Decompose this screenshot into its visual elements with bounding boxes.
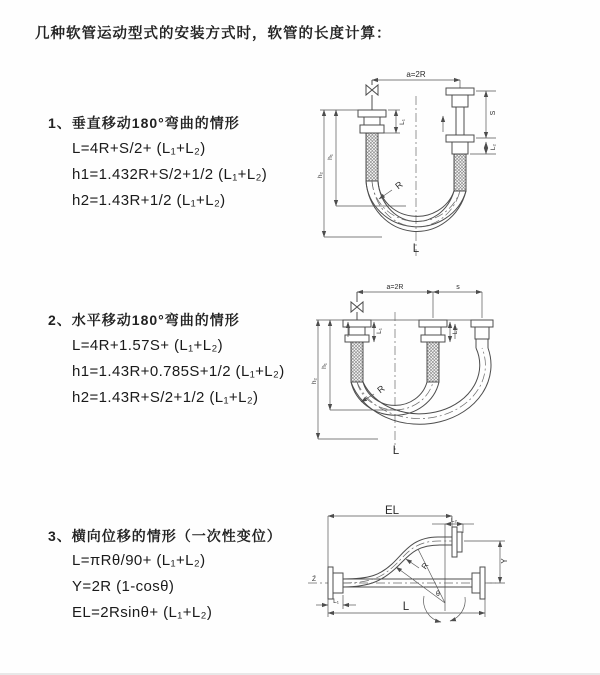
dim-label-el: EL (384, 505, 400, 517)
radius-label: R (419, 561, 431, 571)
braid-section-left (351, 342, 363, 382)
radius-callout (379, 179, 405, 199)
dimension-y (464, 541, 509, 583)
dim-label-h2: h₂ (317, 171, 324, 179)
braid-section-right (454, 154, 466, 191)
dim-label-l1: L₁ (376, 328, 383, 334)
dimension-a2r (357, 284, 433, 292)
dimension-s (433, 284, 482, 318)
dim-label-l2: L₂ (450, 517, 458, 524)
left-flange (328, 567, 343, 599)
dimension-l (328, 599, 485, 617)
diagram-lateral-displacement (300, 503, 600, 658)
length-label: L (392, 445, 400, 457)
dim-label-y: Y (500, 558, 509, 564)
dim-label-h2: h₂ (311, 377, 318, 385)
formula-3-y: Y=2R (1-cosθ) (72, 578, 175, 595)
upper-flange (452, 527, 462, 557)
radius-label: R (375, 383, 387, 396)
formula-2-length: L=4R+1.57S+ (L₁+L₂) (72, 337, 224, 354)
dim-label-s: S (490, 110, 497, 116)
formula-3-el: EL=2Rsinθ+ (L₁+L₂) (72, 604, 213, 621)
dim-label-l2: L₂ (490, 143, 497, 151)
diagram-vertical-180-bend (310, 66, 600, 266)
dimension-l1 (316, 595, 356, 609)
dim-label-a2r: a=2R (386, 284, 404, 291)
dimension-l2 (450, 322, 459, 342)
left-flange (358, 110, 386, 133)
formula-1-length: L=4R+S/2+ (L₁+L₂) (72, 140, 206, 157)
formula-3-length: L=πRθ/90+ (L₁+L₂) (72, 552, 206, 569)
dimension-h1 (320, 110, 406, 206)
centerline-mark (312, 575, 316, 583)
dim-label-a2r: a=2R (406, 70, 426, 79)
section-2-heading: 2、水平移动180°弯曲的情形 (48, 312, 240, 328)
svg-text:Z̄: Z̄ (312, 576, 316, 583)
dim-label-l1: L₁ (333, 598, 339, 605)
valve-icon (366, 80, 378, 110)
braid-section-left (366, 133, 378, 181)
dim-label-h1: h₁ (327, 154, 334, 160)
radius-label: R (393, 179, 405, 192)
dim-label-l: L (402, 601, 410, 613)
left-flange (343, 320, 371, 342)
formula-2-h2: h2=1.43R+S/2+1/2 (L₁+L₂) (72, 389, 259, 406)
dim-label-l2: L₂ (452, 327, 459, 335)
dimension-l1 (374, 322, 383, 342)
formula-1-h2: h2=1.43R+1/2 (L₁+L₂) (72, 192, 226, 209)
page-title: 几种软管运动型式的安装方式时，软管的长度计算： (35, 26, 392, 42)
diagram-horizontal-180-bend (308, 282, 600, 472)
dimension-el (328, 505, 452, 567)
section-1-heading: 1、垂直移动180°弯曲的情形 (48, 115, 240, 131)
dim-label-s: s (456, 284, 460, 291)
dim-label-h1: h₁ (321, 363, 328, 369)
u-bend-arcs-position2 (351, 348, 491, 424)
formula-2-h1: h1=1.43R+0.785S+1/2 (L₁+L₂) (72, 363, 285, 380)
formula-1-h1: h1=1.432R+S/2+1/2 (L₁+L₂) (72, 166, 268, 183)
radius-callout (406, 559, 431, 571)
length-label: L (412, 243, 420, 255)
dim-label-l1: L₁ (399, 119, 406, 125)
dimension-s (476, 91, 497, 138)
right-flange-upper (446, 88, 474, 107)
right-flange-moved (471, 320, 493, 348)
right-flange (472, 567, 485, 599)
dimension-l2 (470, 142, 497, 154)
angle-label: θ (436, 591, 440, 598)
right-flange-lower (446, 135, 474, 154)
braid-section-middle (427, 342, 439, 382)
section-3-heading: 3、横向位移的情形（一次性变位） (48, 528, 282, 544)
middle-flange (419, 320, 447, 342)
dimension-a2r (372, 70, 460, 88)
valve-icon (351, 292, 363, 320)
